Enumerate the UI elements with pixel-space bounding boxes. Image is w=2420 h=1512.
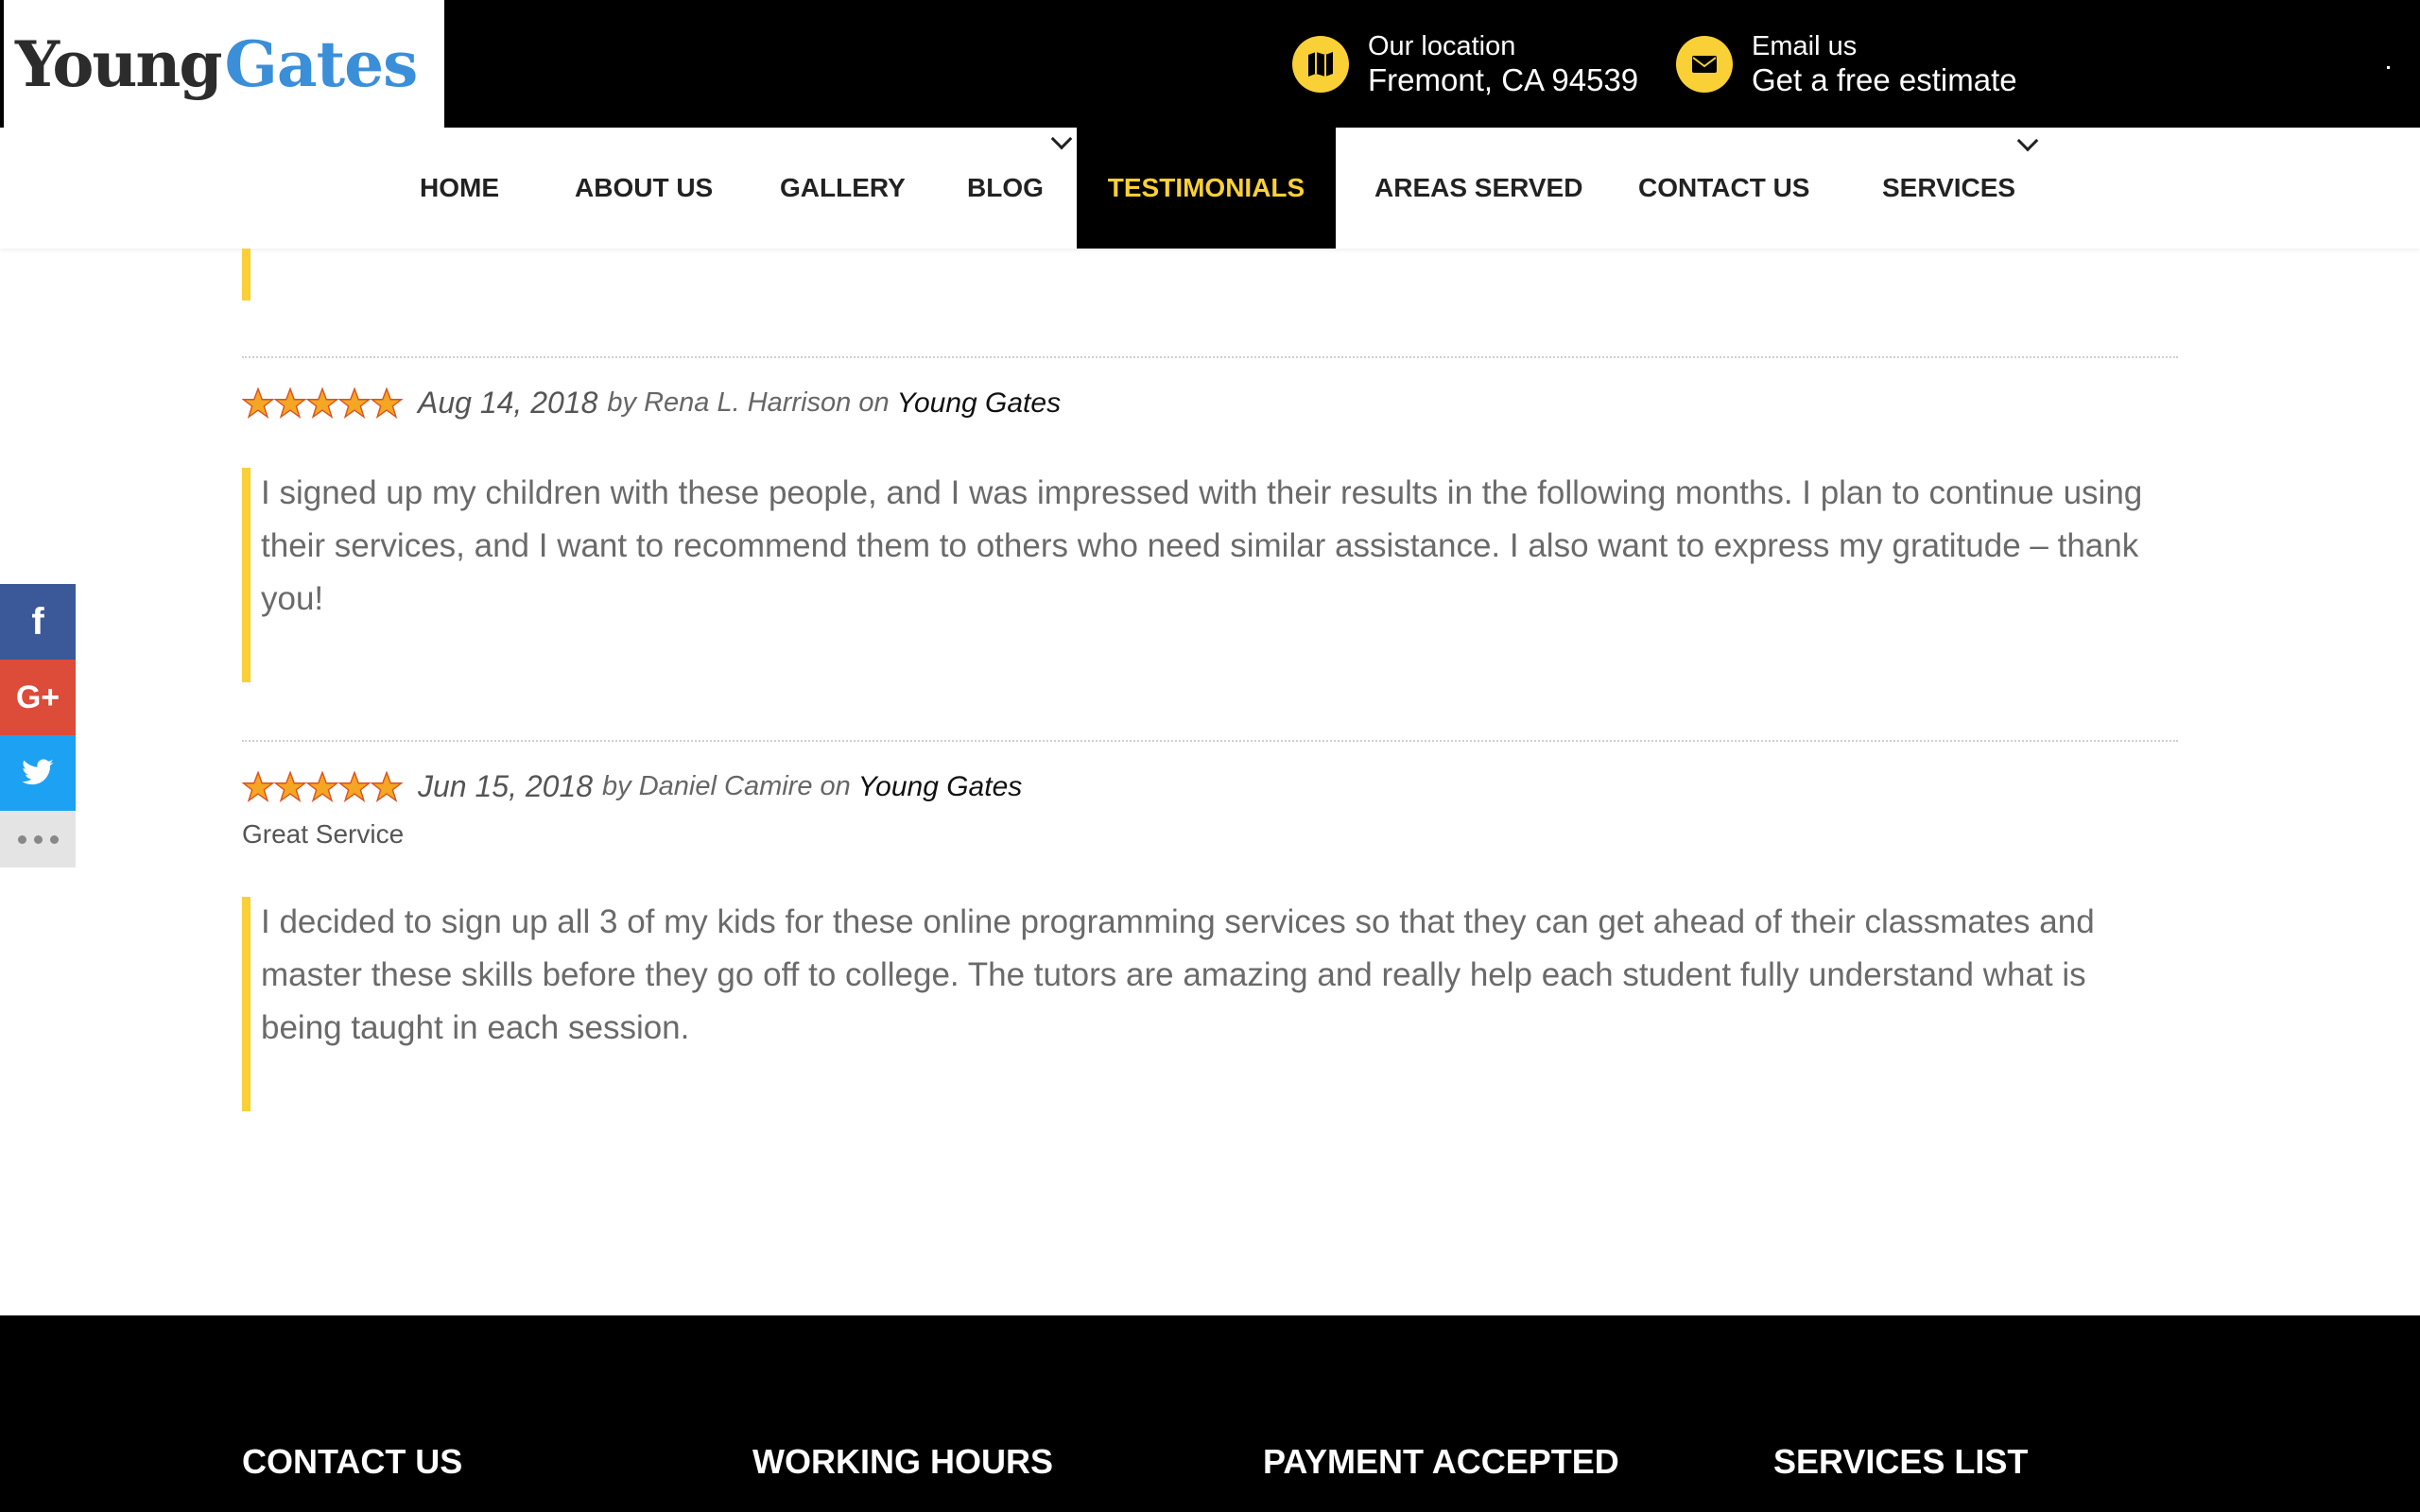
footer-contact-heading: CONTACT US [242, 1442, 463, 1481]
quote-bar [242, 249, 251, 301]
footer [0, 1315, 2420, 1512]
star-icon [338, 771, 371, 803]
map-icon [1292, 36, 1349, 93]
footer-hours-heading: WORKING HOURS [752, 1442, 1053, 1481]
more-dots-icon [18, 835, 59, 844]
nav-blog[interactable]: BLOG [967, 173, 1044, 202]
star-icon [242, 387, 274, 420]
quote-bar [242, 468, 251, 682]
review-date: Jun 15, 2018 [418, 769, 594, 803]
star-icon [274, 771, 306, 803]
email-value[interactable]: Get a free estimate [1752, 62, 2017, 97]
star-icon [306, 387, 338, 420]
logo-gates: Gates [224, 26, 418, 101]
menu-dot [2387, 66, 2390, 69]
logo[interactable] [4, 0, 444, 128]
review-date: Aug 14, 2018 [418, 386, 598, 420]
google-plus-icon: G+ [15, 679, 60, 715]
location-value: Fremont, CA 94539 [1368, 62, 1639, 97]
review-author: by Daniel Camire on [602, 771, 851, 801]
nav-gallery[interactable]: GALLERY [780, 173, 906, 202]
review-meta [242, 386, 1061, 421]
nav-contact-us[interactable]: CONTACT US [1638, 173, 1810, 202]
star-icon [306, 771, 338, 803]
nav-areas-served[interactable]: AREAS SERVED [1374, 173, 1583, 202]
review-text: I decided to sign up all 3 of my kids for these online programming services so that they can get ahead of their classmates and master these skills before they go off to college. The tutors are amazing and really help each student fully understand what is being taught in each session. [261, 903, 2095, 1046]
more-share-button[interactable] [0, 811, 76, 868]
star-rating [242, 771, 403, 803]
twitter-icon [21, 759, 55, 787]
quote-bar [242, 897, 251, 1111]
star-icon [371, 771, 403, 803]
review-title: Great Service [242, 819, 405, 849]
blog-chevron-down-icon[interactable] [1051, 129, 1073, 150]
star-rating [242, 387, 403, 420]
email-label: Email us [1752, 31, 1858, 61]
footer-payment-heading: PAYMENT ACCEPTED [1263, 1442, 1619, 1481]
email-block[interactable] [1676, 30, 2017, 98]
nav-home[interactable]: HOME [420, 173, 499, 202]
star-icon [338, 387, 371, 420]
twitter-share-button[interactable] [0, 735, 76, 811]
location-block [1292, 30, 1638, 98]
google-plus-share-button[interactable] [0, 660, 76, 735]
services-chevron-down-icon[interactable] [2017, 130, 2039, 152]
top-bar [0, 0, 2420, 128]
review-divider [242, 740, 2178, 742]
review-company-link[interactable]: Young Gates [896, 387, 1062, 419]
review-company-link[interactable]: Young Gates [857, 770, 1023, 802]
nav-services[interactable]: SERVICES [1882, 173, 2016, 202]
location-label: Our location [1368, 31, 1516, 61]
review-text: I signed up my children with these people, and I was impressed with their results in the following months. I plan to continue using their services, and I want to recommend them to others who need similar assistance. I also want to express my gratitude – thank you! [261, 474, 2143, 617]
star-icon [242, 771, 274, 803]
footer-services-heading: SERVICES LIST [1773, 1442, 2029, 1481]
nav-testimonials[interactable]: TESTIMONIALS [1077, 128, 1336, 249]
main-nav [0, 128, 2420, 249]
review-divider [242, 356, 2178, 358]
nav-about-us[interactable]: ABOUT US [575, 173, 714, 202]
star-icon [371, 387, 403, 420]
facebook-icon: f [31, 600, 44, 643]
logo-young: Young [15, 26, 221, 101]
facebook-share-button[interactable] [0, 584, 76, 660]
review-meta [242, 769, 1022, 804]
star-icon [274, 387, 306, 420]
envelope-icon [1676, 36, 1733, 93]
review-author: by Rena L. Harrison on [607, 387, 890, 418]
